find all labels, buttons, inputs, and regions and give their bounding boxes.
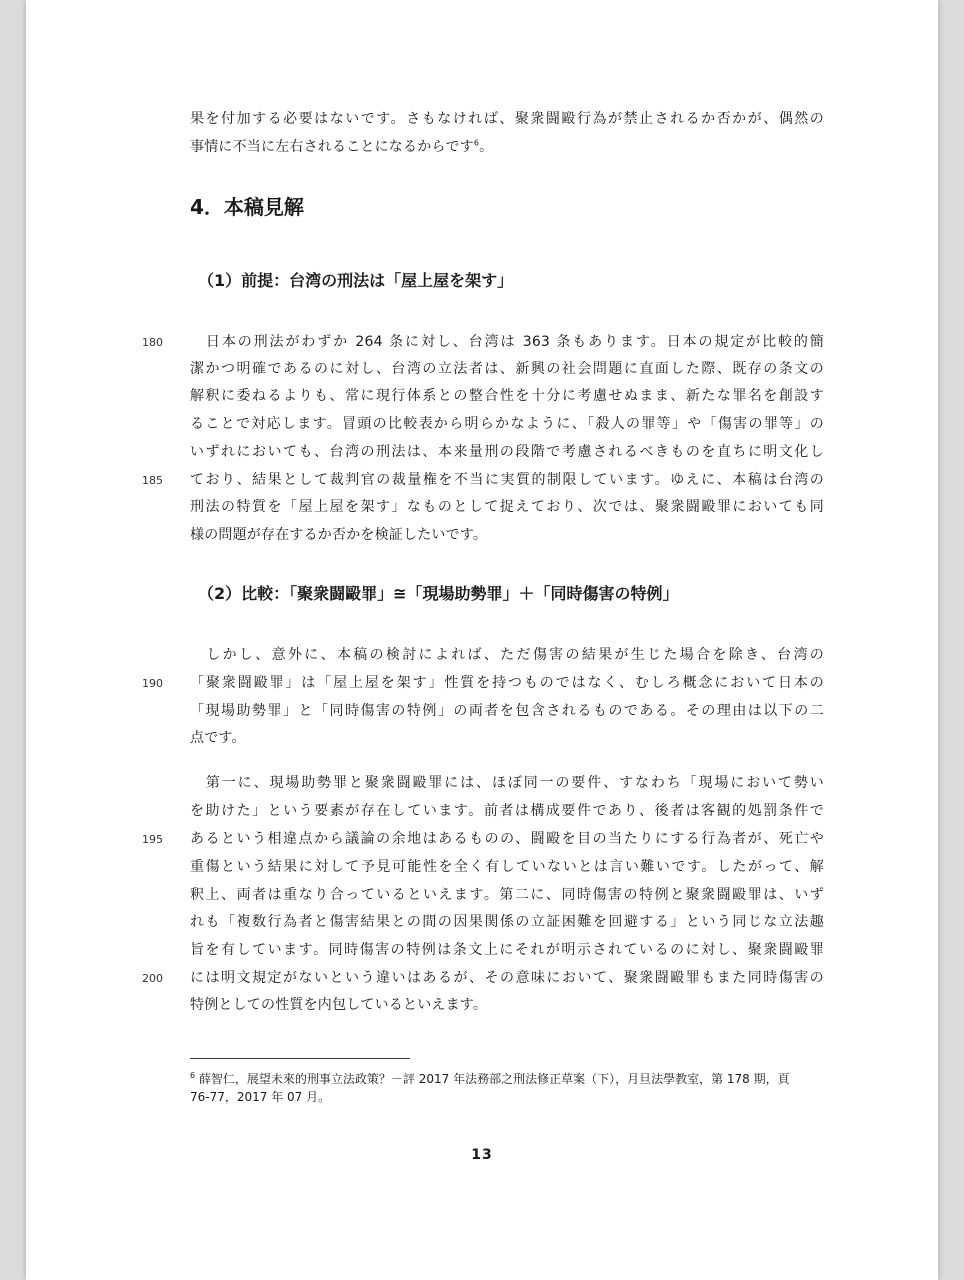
sub2-para2-line: れも「複数行為者と傷害結果との間の因果関係の立証困難を回避する」という同じな立法趣	[190, 914, 824, 930]
line-number: 195	[142, 833, 163, 846]
sub2-para1-line: 「聚衆闘毆罪」は「屋上屋を架す」性質を持つものではなく、むしろ概念において日本の	[190, 675, 824, 691]
page-number: 13	[471, 1147, 493, 1163]
sub2-para2-line: 旨を有しています。同時傷害の特例は条文上にそれが明示されているのに対し、聚衆闘毆罪	[190, 942, 824, 958]
footnote-mark: 6	[190, 1071, 196, 1080]
line-number: 190	[142, 677, 163, 690]
line-number: 185	[142, 474, 163, 487]
sub2-para2-line: 特例としての性質を内包しているといえます。	[190, 997, 488, 1013]
intro-line-2-text: 事情に不当に左右されることになるからです	[190, 139, 474, 155]
sub1-line: 潔かつ明確であるのに対し、台湾の立法者は、新興の社会問題に直面した際、既存の条文の	[190, 361, 824, 377]
sub2-para2-line: あるという相違点から議論の余地はあるものの、闘毆を目の当たりにする行為者が、死亡や	[190, 831, 824, 847]
sub2-para1-line: 「現場助勢罪」と「同時傷害の特例」の両者を包含されるものである。その理由は以下の二	[190, 703, 824, 719]
sub2-para1-line: しかし、意外に、本稿の検討によれば、ただ傷害の結果が生じた場合を除き、台湾の	[190, 647, 824, 663]
intro-line-2	[190, 138, 824, 157]
sub1-line: ており、結果として裁判官の裁量権を不当に実質的制限しています。ゆえに、本稿は台湾の	[190, 472, 824, 488]
sub2-para2-line: 釈上、両者は重なり合っているといえます。第二に、同時傷害の特例と聚衆闘毆罪は、いず	[190, 887, 824, 903]
sub2-para2-line: 第一に、現場助勢罪と聚衆闘毆罪には、ほぼ同一の要件、すなわち「現場において勢い	[190, 775, 824, 791]
footnote-ref[interactable]: 6	[473, 138, 480, 148]
subsection-heading-2: （2）比較：「聚衆闘毆罪」≅「現場助勢罪」＋「同時傷害の特例」	[198, 584, 679, 603]
sub2-para2-line: には明文規定がないという違いはあるが、その意味において、聚衆闘毆罪もまた同時傷害の	[190, 970, 824, 986]
footnote-line-1	[190, 1071, 790, 1088]
intro-line-1: 果を付加する必要はないです。さもなければ、聚衆闘毆行為が禁止されるか否かが、偶然の	[190, 111, 824, 127]
subsection-heading-1: （1）前提：台湾の刑法は「屋上屋を架す」	[198, 271, 514, 290]
footnote-divider	[190, 1058, 410, 1059]
sub1-line: 日本の刑法がわずか 264 条に対し、台湾は 363 条もあります。日本の規定が比較的簡	[190, 334, 824, 350]
document-page	[26, 0, 938, 1280]
sub1-line: 解釈に委ねるよりも、常に現行体系との整合性を十分に考慮せぬまま、新たな罪名を創設す	[190, 388, 824, 404]
sub1-line: いずれにおいても、台湾の刑法は、本来量刑の段階で考慮されるべきものを直ちに明文化し	[190, 444, 824, 460]
intro-line-2-end: 。	[479, 139, 494, 155]
sub1-line: 様の問題が存在するか否かを検証したいです。	[190, 527, 488, 543]
sub1-line: ることで対応します。冒頭の比較表から明らかなように、「殺人の罪等」や「傷害の罪等」の	[190, 416, 824, 432]
sub2-para2-line: を助けた」という要素が存在しています。前者は構成要件であり、後者は客観的処罰条件で	[190, 803, 824, 819]
footnote-text: 薛智仁，展望未來的刑事立法政策？－評 2017 年法務部之刑法修正草案（下），月旦法學教室，第 178 期，頁	[198, 1072, 790, 1086]
sub2-para2-line: 重傷という結果に対して予見可能性を全く有していないとは言い難いです。したがって、解	[190, 859, 824, 875]
sub1-line: 刑法の特質を「屋上屋を架す」なものとして捉えており、次では、聚衆闘毆罪においても同	[190, 499, 824, 515]
sub2-para1-line: 点です。	[190, 730, 246, 746]
section-heading: 4．本稿見解	[190, 195, 304, 219]
line-number: 180	[142, 336, 163, 349]
line-number: 200	[142, 972, 163, 985]
footnote-line-2: 76-77，2017 年 07 月。	[190, 1090, 331, 1104]
